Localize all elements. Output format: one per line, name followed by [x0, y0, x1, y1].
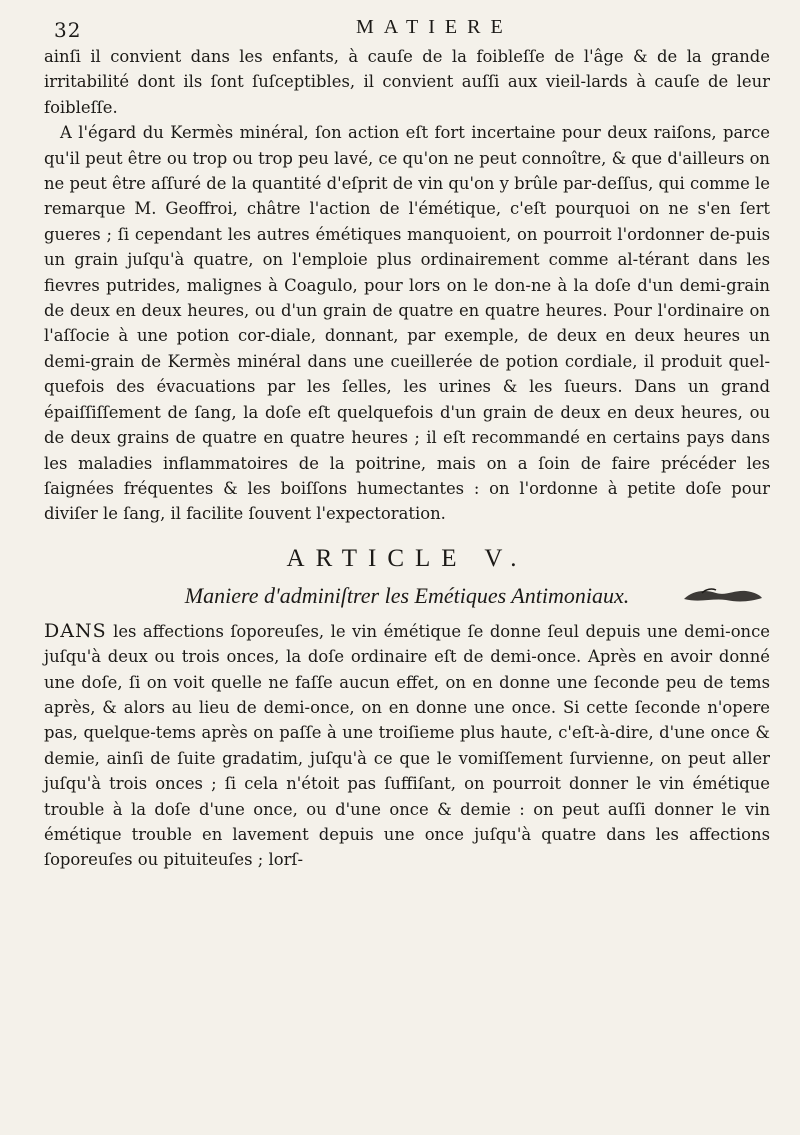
article-paragraph-text: les affections ſoporeuſes, le vin émétique ſe donne ſeul depuis une demi-once juſqu'à deux ou trois onces, la doſe ordinaire eſt de demi-once. Après en avoir donné une doſe, ſi on voit quelle ne faſſe aucun effet, on en donne une ſeconde peu de tems après, & alors au lieu de demi-once, on en donne une once. Si cette ſeconde n'opere pas, quelque-tems après on paſſe à une troiſieme plus haute, c'eſt-à-dire, d'une once & demie, ainſi de ſuite gradatim, juſqu'à ce que le vomiſſement ſurvienne, on peut aller juſqu'à trois onces ; ſi cela n'étoit pas ſuffiſant, on pourroit donner le vin émétique trouble à la doſe d'une once, ou d'une once & demie : on peut auſſi donner le vin émétique trouble en lavement depuis une once juſqu'à quatre dans les affections ſoporeuſes ou pituiteuſes ; lorſ-	[44, 621, 770, 870]
running-head-title: MATIERE	[356, 16, 513, 38]
paragraph-2: A l'égard du Kermès minéral, ſon action eſt fort incertaine pour deux raiſons, parce qu'il peut être ou trop ou trop peu lavé, ce qu'on ne peut connoître, & que d'ailleurs on ne peut être aſſuré de la quantité d'eſprit de vin qu'on y brûle par-deſſus, qui comme le remarque M. Geoffroi, châtre l'action de l'émétique, c'eſt pourquoi on ne s'en ſert gueres ; ſi cependant les autres émétiques manquoient, on pourroit l'ordonner de-puis un grain juſqu'à quatre, on l'emploie plus ordinairement comme al-térant dans les fievres putrides, malignes à Coagulo, pour lors on le don-ne à la doſe d'un demi-grain de deux en deux heures, ou d'un grain de quatre en quatre heures. Pour l'ordinaire on l'aſſocie à une potion cor-diale, donnant, par exemple, de deux en deux heures un demi-grain de Kermès minéral dans une cueillerée de potion cordiale, il produit quel-quefois des évacuations par les ſelles, les urines & les ſueurs. Dans un grand épaiſſiſſement de ſang, la doſe eſt quelquefois d'un grain de deux en deux heures, ou de deux grains de quatre en quatre heures ; il eſt recommandé en certains pays dans les maladies inflammatoires de la poitrine, mais on a ſoin de faire précéder les ſaignées fréquentes & les boiſſons humectantes : on l'ordonne à petite doſe pour diviſer le ſang, il facilite ſouvent l'expectoration.	[44, 123, 770, 524]
article-subtitle: Maniere d'adminiſtrer les Emétiques Antimoniaux.	[184, 582, 630, 608]
running-head	[44, 14, 770, 44]
paragraph-1: ainſi il convient dans les enfants, à cauſe de la foibleſſe de l'âge & de la grande irritabilité dont ils ſont ſuſceptibles, il convient auſſi aux vieil-lards à cauſe de leur foibleſſe.	[44, 47, 770, 117]
page-number: 32	[54, 18, 82, 42]
article-heading: ARTICLE V.	[286, 544, 528, 572]
article-paragraph	[44, 619, 770, 873]
body-text	[44, 44, 770, 527]
article-body	[44, 619, 770, 873]
ink-blot-icon	[682, 587, 764, 605]
dropcap-word: DANS	[44, 619, 107, 642]
